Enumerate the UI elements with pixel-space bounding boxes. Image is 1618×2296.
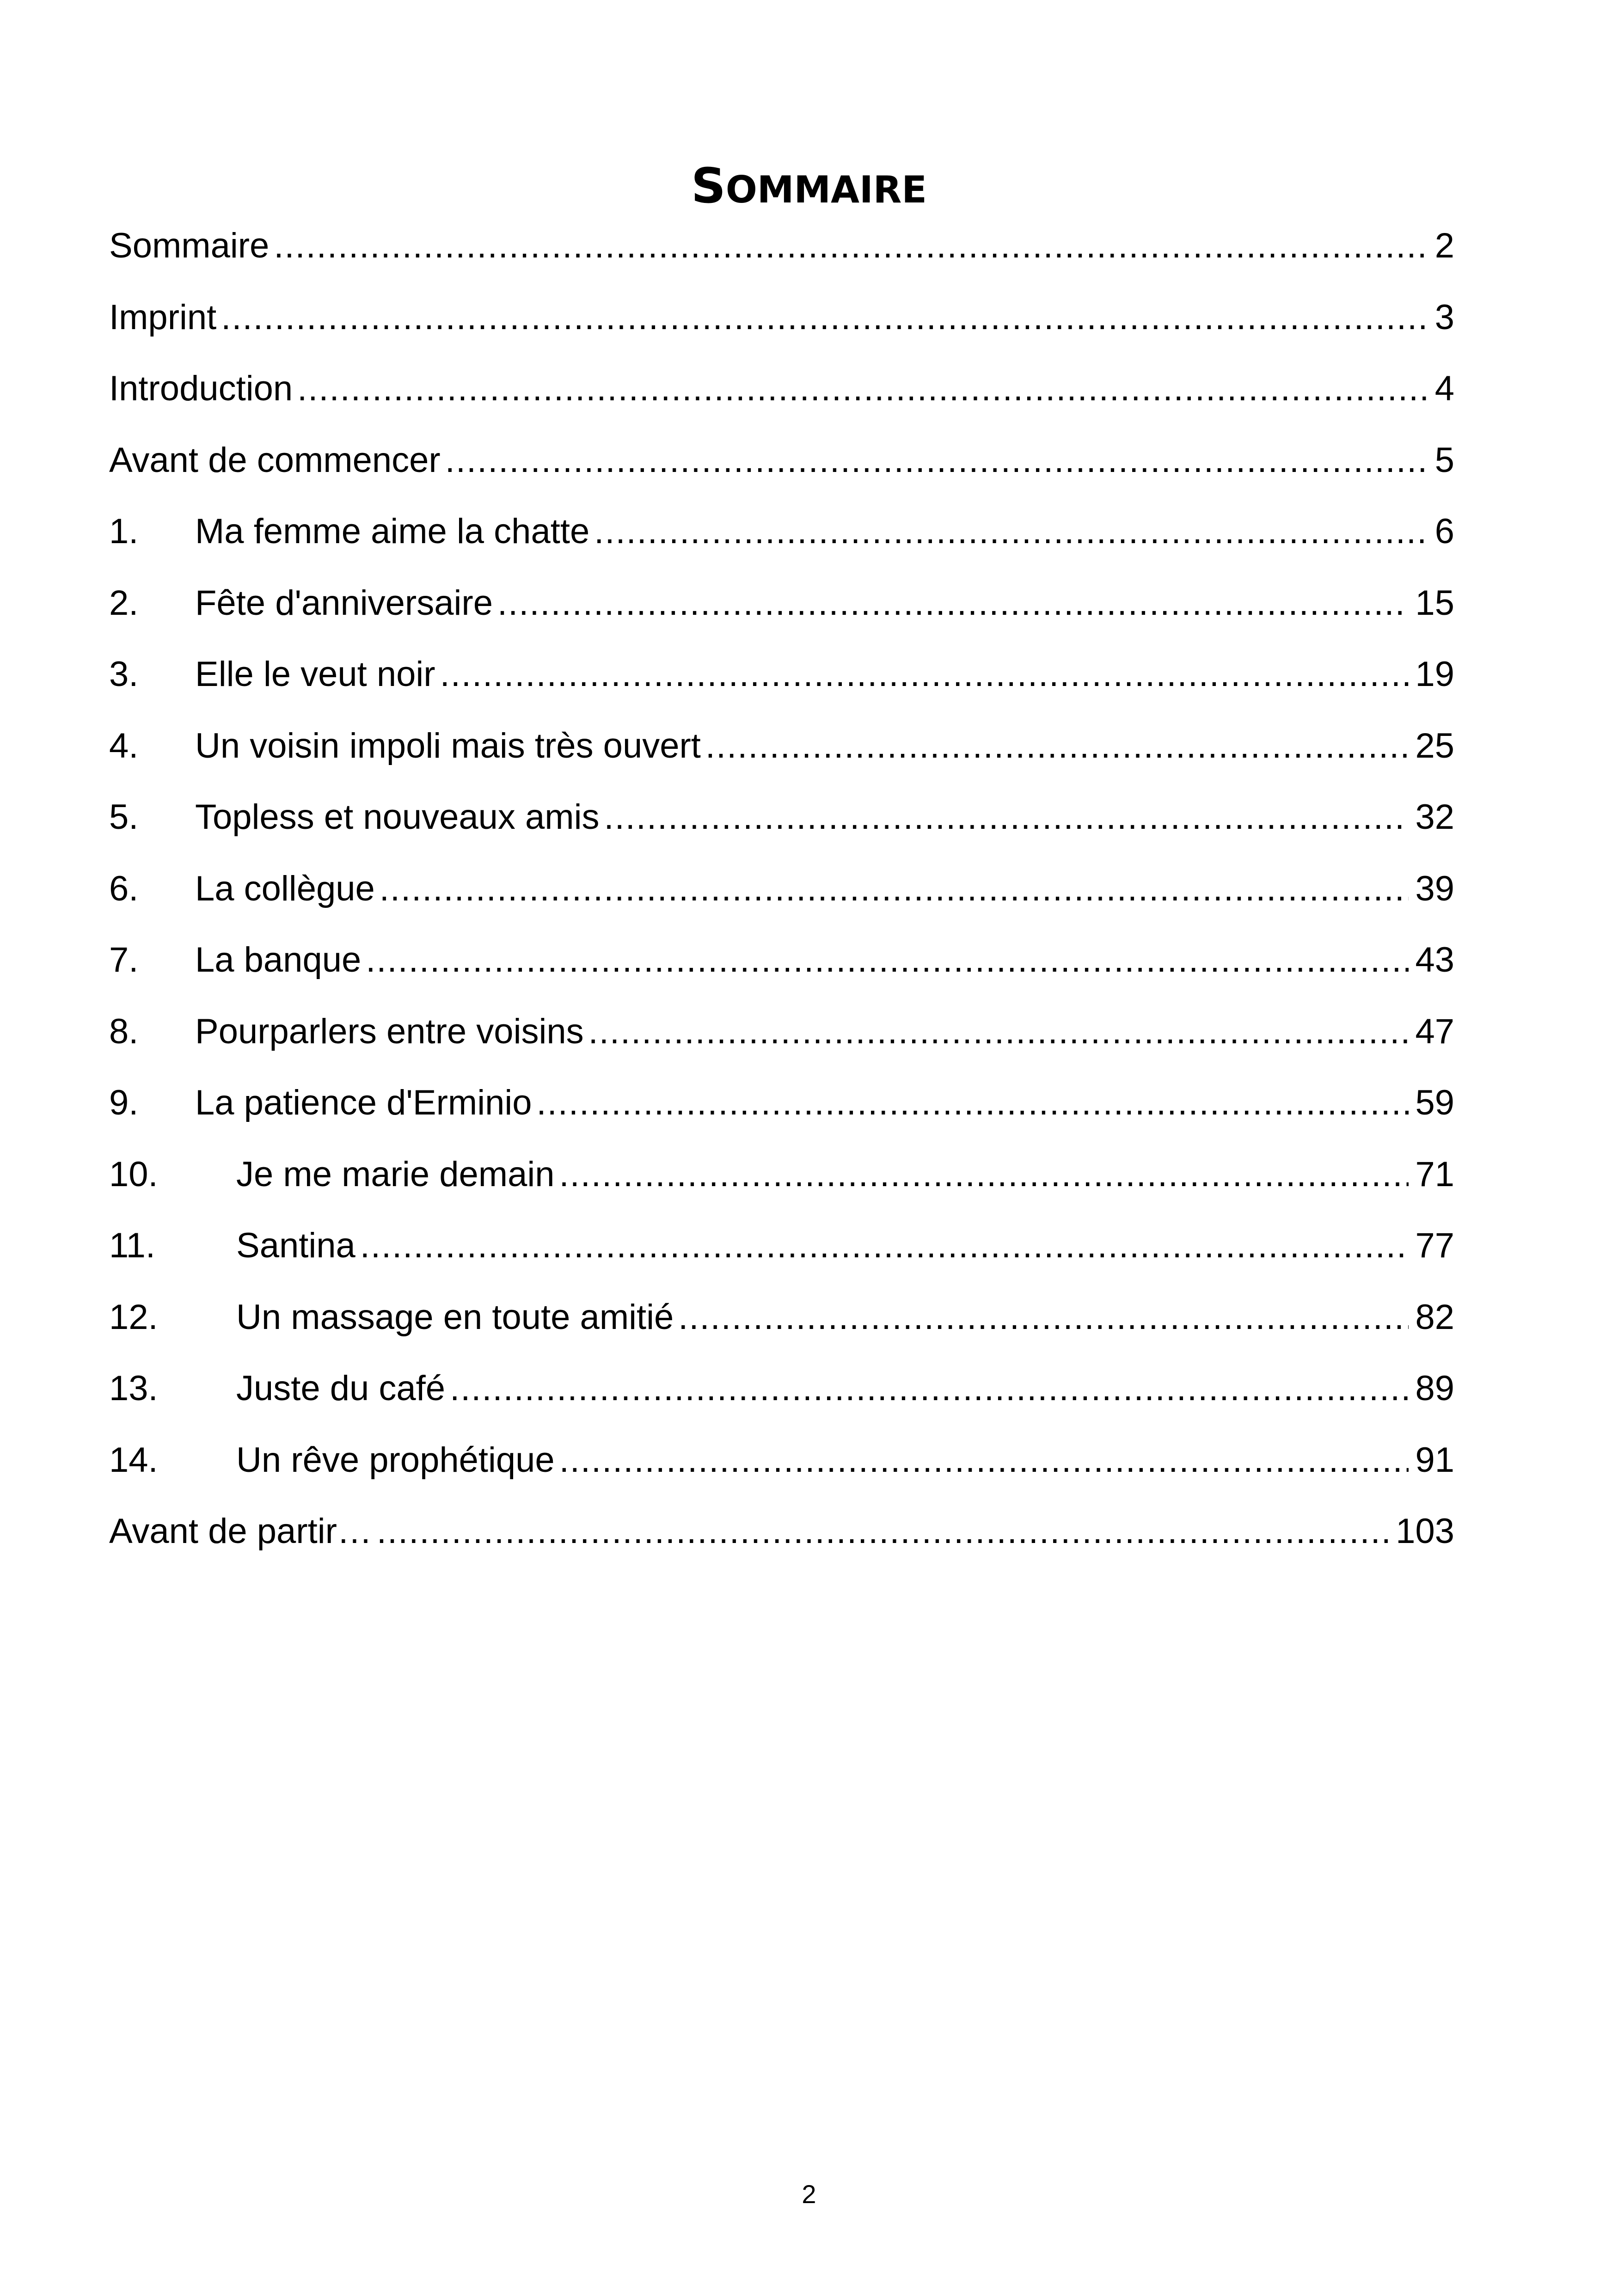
toc-dot-leader (497, 568, 1409, 639)
toc-entry-label: Un voisin impoli mais très ouvert (195, 726, 701, 765)
toc-entry-chapter-11[interactable] (109, 1210, 1454, 1282)
toc-entry-label: Je me marie demain (236, 1154, 555, 1194)
toc-entry-chapter-14[interactable] (109, 1425, 1454, 1496)
toc-entry-page: 71 (1415, 1154, 1454, 1194)
toc-entry-number: 11. (109, 1226, 156, 1265)
toc-entry-page: 77 (1415, 1226, 1454, 1265)
toc-entry-label: Un massage en toute amitié (236, 1297, 674, 1337)
toc-entry-label: Imprint (109, 297, 217, 337)
toc-entry-label: Un rêve prophétique (236, 1440, 555, 1480)
toc-entry-label: Elle le veut noir (195, 655, 435, 694)
toc-entry-label: Sommaire (109, 226, 270, 265)
toc-entry-number: 10. (109, 1154, 158, 1194)
toc-entry-chapter-6[interactable] (109, 853, 1454, 925)
toc-entry-number: 6. (109, 869, 139, 908)
toc-dot-leader (366, 925, 1409, 996)
toc-entry-label: Pourparlers entre voisins (195, 1011, 584, 1051)
toc-entry-label: Topless et nouveaux amis (195, 797, 600, 837)
toc-entry-chapter-8[interactable] (109, 996, 1454, 1068)
toc-dot-leader (380, 853, 1409, 925)
toc-entry-chapter-9[interactable] (109, 1067, 1454, 1139)
toc-dot-leader (604, 782, 1409, 853)
toc-entry-label: La collègue (195, 869, 375, 908)
toc-dot-leader (559, 1139, 1409, 1211)
page-number: 2 (802, 2180, 816, 2209)
toc-entry-label: Avant de partir… (109, 1512, 372, 1551)
toc-entry-page: 89 (1415, 1369, 1454, 1408)
toc-entry-chapter-5[interactable] (109, 782, 1454, 853)
toc-dot-leader (588, 996, 1409, 1068)
toc-entry-number: 5. (109, 797, 139, 837)
toc-entry-page: 25 (1415, 726, 1454, 765)
toc-entry-chapter-1[interactable] (109, 496, 1454, 568)
toc-dot-leader (440, 639, 1409, 710)
toc-entry-page: 43 (1415, 940, 1454, 980)
toc-entry-label: La patience d'Erminio (195, 1083, 532, 1122)
toc-entry-page: 39 (1415, 869, 1454, 908)
toc-dot-leader (274, 210, 1428, 282)
toc-entry-number: 9. (109, 1083, 139, 1122)
toc-entry-label: Avant de commencer (109, 440, 441, 480)
toc-entry-chapter-12[interactable] (109, 1282, 1454, 1353)
toc-dot-leader (537, 1067, 1409, 1139)
toc-entry-number: 13. (109, 1369, 158, 1408)
toc-entry-page: 82 (1415, 1297, 1454, 1337)
toc-dot-leader (594, 496, 1428, 568)
toc-entry-page: 103 (1396, 1512, 1454, 1551)
toc-entry-number: 3. (109, 655, 139, 694)
page-title-rest: OMMAIRE (725, 168, 927, 211)
toc-entry-page: 3 (1434, 297, 1454, 337)
toc-entry-page: 32 (1415, 797, 1454, 837)
toc-entry-page: 59 (1415, 1083, 1454, 1122)
toc-entry-number: 1. (109, 512, 139, 551)
toc-entry-number: 8. (109, 1011, 139, 1051)
toc-entry-page: 2 (1434, 226, 1454, 265)
toc-dot-leader (559, 1425, 1409, 1496)
toc-entry-label: Santina (236, 1226, 355, 1265)
toc-entry-page: 47 (1415, 1011, 1454, 1051)
toc-entry-avant-de-commencer[interactable] (109, 425, 1454, 496)
toc-entry-label: Introduction (109, 369, 293, 408)
toc-dot-leader (678, 1282, 1409, 1353)
toc-entry-page: 6 (1434, 512, 1454, 551)
toc-entry-number: 4. (109, 726, 139, 765)
toc-entry-label: Ma femme aime la chatte (195, 512, 590, 551)
toc-entry-chapter-2[interactable] (109, 568, 1454, 639)
toc-entry-page: 19 (1415, 655, 1454, 694)
toc-entry-page: 91 (1415, 1440, 1454, 1480)
toc-entry-chapter-3[interactable] (109, 639, 1454, 710)
toc-entry-page: 15 (1415, 583, 1454, 623)
toc-dot-leader (221, 282, 1428, 354)
toc-entry-sommaire[interactable] (109, 210, 1454, 282)
page-title-initial: S (691, 157, 726, 214)
toc-entry-imprint[interactable] (109, 282, 1454, 354)
toc-entry-label: Juste du café (236, 1369, 446, 1408)
toc-entry-number: 2. (109, 583, 139, 623)
table-of-contents (109, 210, 1454, 1567)
toc-entry-chapter-7[interactable] (109, 925, 1454, 996)
toc-entry-label: La banque (195, 940, 362, 980)
toc-dot-leader (377, 1496, 1389, 1567)
toc-entry-number: 14. (109, 1440, 158, 1480)
toc-entry-label: Fête d'anniversaire (195, 583, 493, 623)
toc-entry-page: 4 (1434, 369, 1454, 408)
toc-entry-introduction[interactable] (109, 353, 1454, 425)
toc-entry-chapter-4[interactable] (109, 710, 1454, 782)
toc-dot-leader (360, 1210, 1409, 1282)
toc-entry-page: 5 (1434, 440, 1454, 480)
toc-entry-number: 12. (109, 1297, 158, 1337)
toc-dot-leader (450, 1353, 1409, 1425)
toc-dot-leader (445, 425, 1428, 496)
toc-entry-chapter-10[interactable] (109, 1139, 1454, 1211)
toc-entry-number: 7. (109, 940, 139, 980)
toc-dot-leader (705, 710, 1409, 782)
toc-entry-avant-de-partir[interactable] (109, 1496, 1454, 1567)
toc-entry-chapter-13[interactable] (109, 1353, 1454, 1425)
toc-dot-leader (297, 353, 1428, 425)
